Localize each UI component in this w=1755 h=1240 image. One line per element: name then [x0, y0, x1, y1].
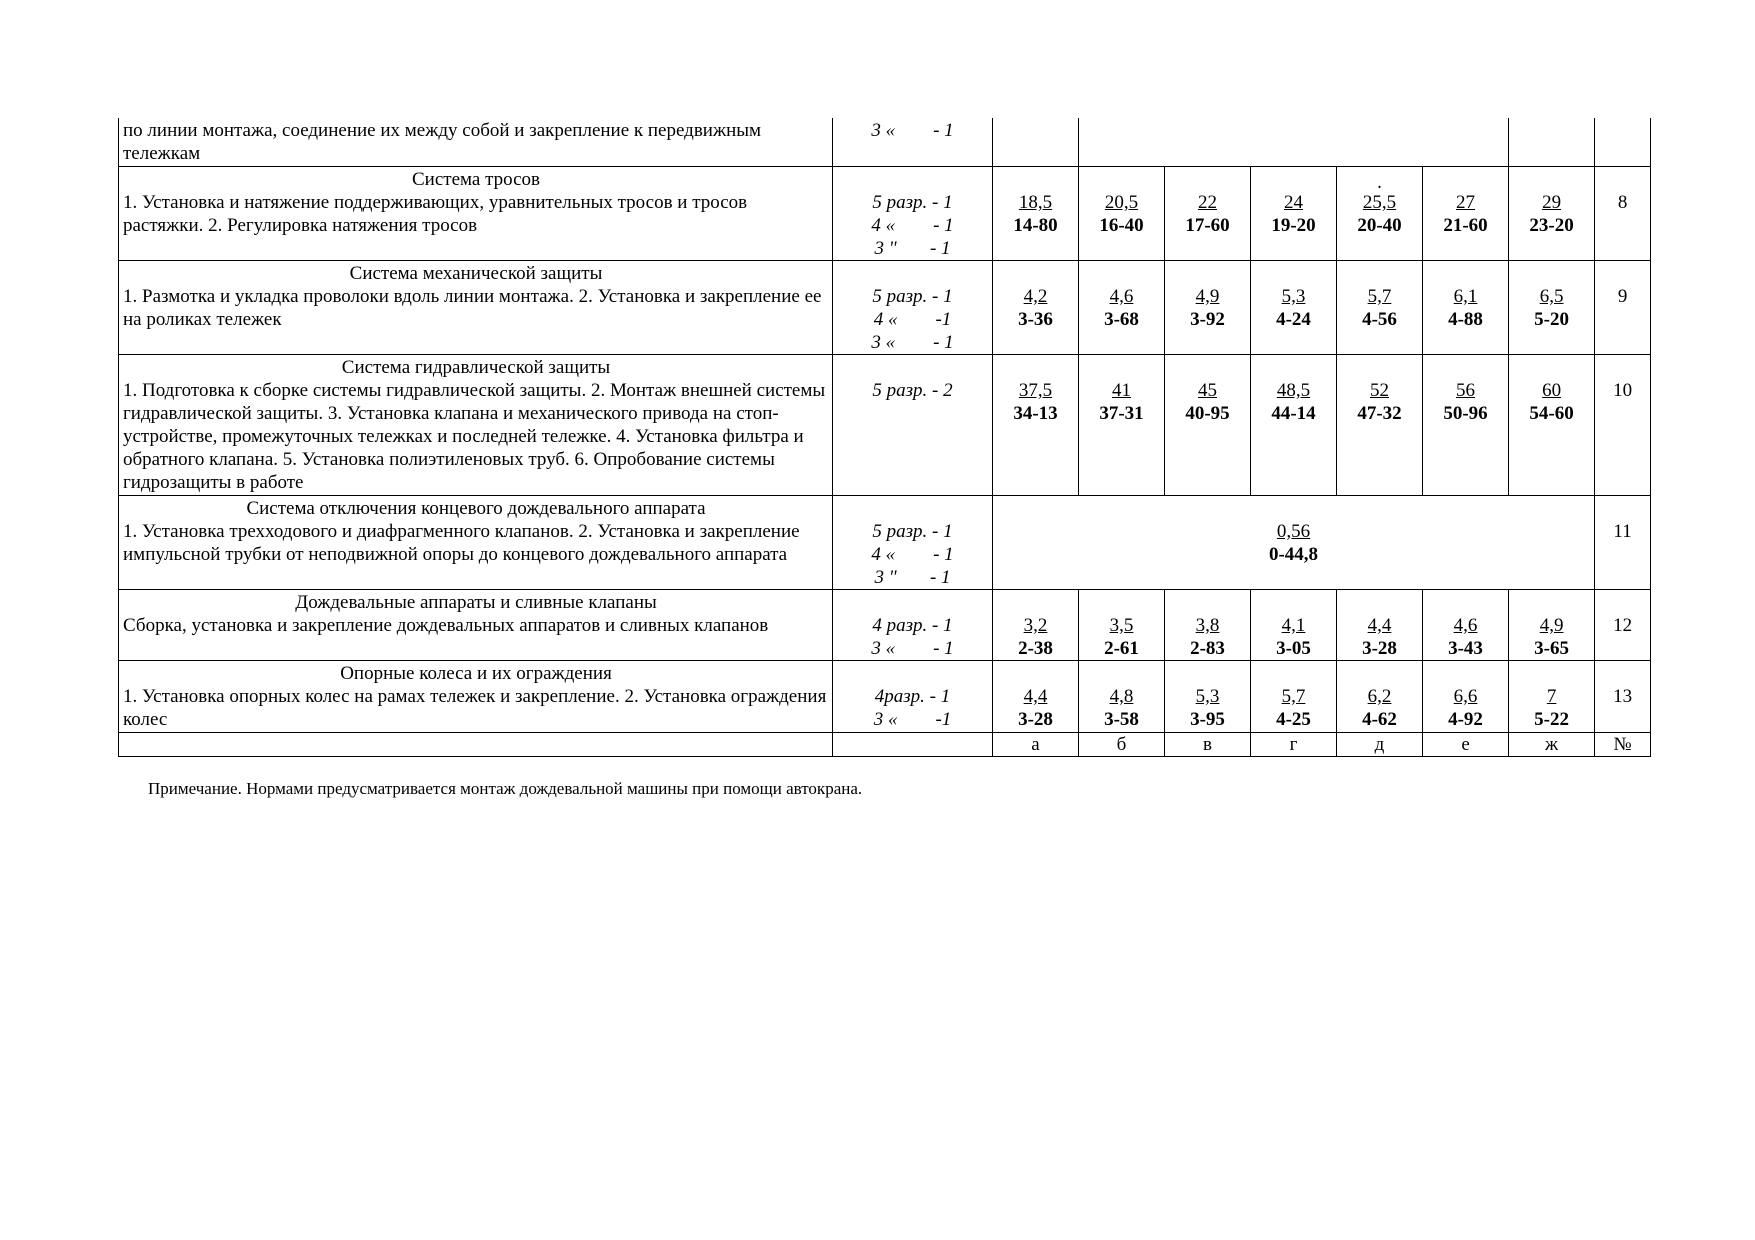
price-norm: 21-60	[1443, 215, 1488, 236]
time-norm: 52	[1370, 380, 1389, 401]
crew-composition: 4 разр. - 1 3 « - 1	[833, 590, 993, 661]
section-heading: Система гидравлической защиты	[341, 357, 611, 378]
column-letter: е	[1423, 733, 1509, 757]
row-number: 12	[1595, 590, 1651, 661]
time-norm: 4,4	[1023, 686, 1048, 707]
price-norm: 3-05	[1276, 638, 1311, 659]
norm-cell	[993, 590, 1079, 661]
price-norm: 4-24	[1276, 309, 1311, 330]
price-norm: 2-61	[1104, 638, 1139, 659]
price-norm: 4-92	[1448, 709, 1483, 730]
norm-cell	[1165, 261, 1251, 355]
norm-cell	[1079, 355, 1165, 496]
price-norm: 4-62	[1362, 709, 1397, 730]
time-norm: 4,6	[1109, 286, 1134, 307]
time-norm: 4,4	[1367, 615, 1392, 636]
table-row	[119, 167, 1651, 261]
time-norm: 60	[1542, 380, 1562, 401]
crew-composition: 5 разр. - 1 4 « - 1 3 " - 1	[833, 167, 993, 261]
time-norm: 4,8	[1109, 686, 1134, 707]
crew-composition: 4разр. - 1 3 « -1	[833, 661, 993, 733]
time-norm: 5,7	[1281, 686, 1306, 707]
time-norm: 3,2	[1023, 615, 1048, 636]
norm-cell	[1423, 590, 1509, 661]
work-text: 1. Установка и натяжение поддерживающих, уравнительных тросов и тросов растяжки. 2. Регулировка натяжения тросов	[123, 192, 748, 236]
work-text: 1. Размотка и укладка проволоки вдоль линии монтажа. 2. Установка и закрепление ее на роликах тележек	[123, 286, 822, 330]
norm-cell	[993, 661, 1079, 733]
time-norm: 6,5	[1539, 286, 1564, 307]
work-text: Сборка, установка и закрепление дождевальных аппаратов и сливных клапанов	[123, 615, 769, 636]
time-norm: 4,2	[1023, 286, 1048, 307]
table-row	[119, 496, 1651, 590]
time-norm: 22	[1198, 192, 1217, 213]
norm-cell	[1079, 261, 1165, 355]
time-norm: 5,3	[1281, 286, 1306, 307]
price-norm: 3-92	[1190, 309, 1225, 330]
price-norm: 3-36	[1018, 309, 1053, 330]
norm-cell	[1079, 590, 1165, 661]
norm-cell	[1337, 355, 1423, 496]
norm-cell	[1509, 167, 1595, 261]
norm-cell	[1251, 355, 1337, 496]
section-heading: Система тросов	[412, 169, 540, 190]
column-letter: д	[1337, 733, 1423, 757]
time-norm: 41	[1112, 380, 1131, 401]
norm-cell	[1509, 590, 1595, 661]
table-row	[119, 355, 1651, 496]
price-norm: 34-13	[1013, 403, 1058, 424]
column-letter: а	[993, 733, 1079, 757]
norm-cell	[1337, 261, 1423, 355]
norm-cell	[1165, 590, 1251, 661]
table-row	[119, 661, 1651, 733]
dot-mark: .	[1377, 172, 1382, 193]
norm-cell	[1337, 167, 1423, 261]
time-norm: 0,56	[1276, 521, 1311, 542]
work-description	[119, 167, 833, 261]
price-norm: 23-20	[1529, 215, 1574, 236]
row-number: 10	[1595, 355, 1651, 496]
section-heading: Система отключения концевого дождевального аппарата	[246, 498, 706, 519]
price-norm: 0-44,8	[1268, 544, 1319, 565]
price-norm: 3-68	[1104, 309, 1139, 330]
price-norm: 2-38	[1018, 638, 1053, 659]
norm-cell	[1337, 661, 1423, 733]
price-norm: 4-88	[1448, 309, 1483, 330]
time-norm: 3,8	[1195, 615, 1220, 636]
norm-cell	[1423, 661, 1509, 733]
norm-cell	[1251, 590, 1337, 661]
norm-cell	[1079, 661, 1165, 733]
norm-cell	[1251, 661, 1337, 733]
norm-cell	[1251, 167, 1337, 261]
price-norm: 3-65	[1534, 638, 1569, 659]
crew-composition: 3 « - 1	[833, 118, 993, 167]
norms-table	[118, 118, 1651, 757]
price-norm: 3-58	[1104, 709, 1139, 730]
price-norm: 54-60	[1529, 403, 1574, 424]
norm-cell	[1509, 261, 1595, 355]
work-description	[119, 261, 833, 355]
norm-cell	[993, 167, 1079, 261]
row-number: 13	[1595, 661, 1651, 733]
price-norm: 5-22	[1534, 709, 1569, 730]
time-norm: 3,5	[1109, 615, 1134, 636]
price-norm: 16-40	[1099, 215, 1144, 236]
column-letter: г	[1251, 733, 1337, 757]
number-sign: №	[1595, 733, 1651, 757]
column-letter: б	[1079, 733, 1165, 757]
norm-cell	[1509, 355, 1595, 496]
price-norm: 50-96	[1443, 403, 1488, 424]
time-norm: 7	[1546, 686, 1557, 707]
time-norm: 6,2	[1367, 686, 1392, 707]
time-norm: 20,5	[1104, 192, 1139, 213]
norm-cell	[1423, 167, 1509, 261]
norm-cell	[1165, 167, 1251, 261]
table-row	[119, 118, 1651, 167]
price-norm: 3-28	[1018, 709, 1053, 730]
row-number: 8	[1595, 167, 1651, 261]
norm-cell	[1165, 661, 1251, 733]
work-description	[119, 118, 833, 167]
norm-cell	[1251, 261, 1337, 355]
time-norm: 29	[1542, 192, 1562, 213]
price-norm: 14-80	[1013, 215, 1058, 236]
price-norm: 4-56	[1362, 309, 1397, 330]
time-norm: 4,9	[1195, 286, 1220, 307]
work-text: по линии монтажа, соединение их между собой и закрепление к передвижным тележкам	[123, 120, 762, 164]
price-norm: 3-43	[1448, 638, 1483, 659]
price-norm: 47-32	[1357, 403, 1402, 424]
column-letter: ж	[1509, 733, 1595, 757]
price-norm: 19-20	[1271, 215, 1316, 236]
work-description	[119, 355, 833, 496]
price-norm: 3-28	[1362, 638, 1397, 659]
time-norm: 5,7	[1367, 286, 1392, 307]
time-norm: 45	[1198, 380, 1217, 401]
work-text: 1. Установка трехходового и диафрагменного клапанов. 2. Установка и закрепление импульсной трубки от неподвижной опоры до концевого дождевального аппарата	[123, 521, 800, 565]
time-norm: 4,1	[1281, 615, 1306, 636]
norm-cell	[1079, 167, 1165, 261]
time-norm: 56	[1456, 380, 1476, 401]
norm-cell-empty	[993, 118, 1079, 167]
footnote: Примечание. Нормами предусматривается монтаж дождевальной машины при помощи автокрана.	[148, 779, 863, 798]
column-letter: в	[1165, 733, 1251, 757]
price-norm: 20-40	[1357, 215, 1402, 236]
work-text: 1. Установка опорных колес на рамах тележек и закрепление. 2. Установка ограждения колес	[123, 686, 827, 730]
empty-cell	[119, 733, 833, 757]
work-description	[119, 590, 833, 661]
price-norm: 4-25	[1276, 709, 1311, 730]
price-norm: 44-14	[1271, 403, 1316, 424]
price-norm: 37-31	[1099, 403, 1144, 424]
norm-cell-merged	[993, 496, 1595, 590]
price-norm: 5-20	[1534, 309, 1569, 330]
row-number: 9	[1595, 261, 1651, 355]
time-norm: 6,6	[1453, 686, 1478, 707]
table-row	[119, 261, 1651, 355]
table-row	[119, 590, 1651, 661]
row-number: 11	[1595, 496, 1651, 590]
norm-cell-empty	[1509, 118, 1595, 167]
column-letters-row	[119, 733, 1651, 757]
time-norm: 4,9	[1539, 615, 1564, 636]
time-norm: 5,3	[1195, 686, 1220, 707]
time-norm: 6,1	[1453, 286, 1478, 307]
price-norm: 2-83	[1190, 638, 1225, 659]
work-text: 1. Подготовка к сборке системы гидравлической защиты. 2. Монтаж внешней системы гидравлической защиты. 3. Установка клапана и механического привода на стоп-устройстве, промежуточных тележках и последней тележке. 4. Установка фильтра и обратного клапана. 5. Установка полиэтиленовых труб. 6. Опробование системы гидрозащиты в работе	[123, 380, 826, 493]
norm-cell	[1165, 355, 1251, 496]
empty-cell	[833, 733, 993, 757]
time-norm: 27	[1456, 192, 1476, 213]
norm-cell-empty	[1079, 118, 1509, 167]
time-norm: 18,5	[1018, 192, 1053, 213]
crew-composition: 5 разр. - 1 4 « - 1 3 " - 1	[833, 496, 993, 590]
work-description	[119, 661, 833, 733]
section-heading: Опорные колеса и их ограждения	[340, 663, 612, 684]
time-norm: 37,5	[1018, 380, 1053, 401]
crew-composition: 5 разр. - 1 4 « -1 3 « - 1	[833, 261, 993, 355]
time-norm: 25,5	[1362, 192, 1397, 213]
crew-composition: 5 разр. - 2	[833, 355, 993, 496]
norm-cell	[993, 261, 1079, 355]
work-description	[119, 496, 833, 590]
norm-cell	[993, 355, 1079, 496]
norm-cell	[1423, 355, 1509, 496]
norm-cell	[1509, 661, 1595, 733]
price-norm: 40-95	[1185, 403, 1230, 424]
section-heading: Система механической защиты	[349, 263, 603, 284]
norms-table-body	[119, 118, 1651, 757]
norm-cell	[1423, 261, 1509, 355]
time-norm: 48,5	[1276, 380, 1311, 401]
price-norm: 17-60	[1185, 215, 1230, 236]
time-norm: 24	[1284, 192, 1303, 213]
row-number-empty	[1595, 118, 1651, 167]
price-norm: 3-95	[1190, 709, 1225, 730]
section-heading: Дождевальные аппараты и сливные клапаны	[295, 592, 657, 613]
norm-cell	[1337, 590, 1423, 661]
time-norm: 4,6	[1453, 615, 1478, 636]
